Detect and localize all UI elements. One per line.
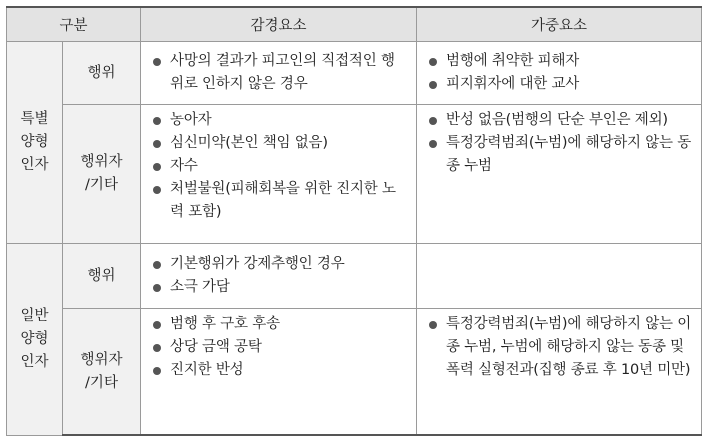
mitigating-cell xyxy=(141,309,417,436)
row-label-line: 행위 xyxy=(87,64,116,81)
bullet-icon xyxy=(429,321,437,329)
bullet-icon xyxy=(429,81,437,89)
group-label-line: 인자 xyxy=(20,157,49,173)
table-row xyxy=(7,105,702,244)
bullet-icon xyxy=(429,58,437,66)
bullet-icon xyxy=(429,140,437,148)
group-label-line: 양형 xyxy=(20,134,49,150)
row-label-act xyxy=(63,244,141,309)
aggravating-cell xyxy=(417,42,702,105)
list-item: 특정강력범죄(누범)에 해당하지 않는 이종 누범, 누범에 해당하지 않는 동종 및 폭력 실형전과(집행 종료 후 10년 미만) xyxy=(429,313,693,382)
table-row xyxy=(7,42,702,105)
mitigating-cell xyxy=(141,105,417,244)
group-label-line: 인자 xyxy=(20,353,49,370)
group-label-line: 일반 xyxy=(20,307,49,324)
row-label-line: /기타 xyxy=(85,374,118,391)
list-item: 범행에 취약한 피해자 xyxy=(429,50,693,73)
list-item: 범행 후 구호 후송 xyxy=(153,313,408,336)
header-mitigating: 감경요소 xyxy=(141,7,417,42)
list-item: 자수 xyxy=(153,155,408,178)
bullet-icon xyxy=(153,261,161,269)
bullet-icon xyxy=(153,117,161,125)
list-item: 특정강력범죄(누범)에 해당하지 않는 동종 누범 xyxy=(429,132,693,178)
row-label-line: 행위자 xyxy=(80,154,123,170)
list-item: 상당 금액 공탁 xyxy=(153,336,408,359)
bullet-icon xyxy=(429,117,437,125)
bullet-icon xyxy=(153,140,161,148)
row-label-line: /기타 xyxy=(85,177,118,193)
mitigating-cell xyxy=(141,42,417,105)
list-item: 처벌불원(피해회복을 위한 진지한 노력 포함) xyxy=(153,178,408,224)
aggravating-cell-empty xyxy=(417,244,702,309)
group-label-line: 양형 xyxy=(20,330,49,347)
bullet-icon xyxy=(153,367,161,375)
list-item: 피지휘자에 대한 교사 xyxy=(429,73,693,96)
bullet-icon xyxy=(153,58,161,66)
bullet-icon xyxy=(153,163,161,171)
list-item: 기본행위가 강제추행인 경우 xyxy=(153,253,408,276)
header-aggravating: 가중요소 xyxy=(417,7,702,42)
list-item: 심신미약(본인 책임 없음) xyxy=(153,132,408,155)
sentencing-factors-table xyxy=(6,6,702,436)
bullet-icon xyxy=(153,344,161,352)
header-category: 구분 xyxy=(7,7,141,42)
group-label-special xyxy=(7,42,63,244)
row-label-line: 행위자 xyxy=(80,351,123,368)
list-item: 반성 없음(범행의 단순 부인은 제외) xyxy=(429,109,693,132)
group-label-general xyxy=(7,244,63,436)
list-item: 농아자 xyxy=(153,109,408,132)
bullet-icon xyxy=(153,284,161,292)
list-item: 진지한 반성 xyxy=(153,359,408,382)
list-item: 소극 가담 xyxy=(153,276,408,299)
row-label-actor-other xyxy=(63,105,141,244)
aggravating-cell xyxy=(417,309,702,436)
bullet-icon xyxy=(153,321,161,329)
list-item: 사망의 결과가 피고인의 직접적인 행위로 인하지 않은 경우 xyxy=(153,50,408,96)
row-label-act xyxy=(63,42,141,105)
row-label-actor-other xyxy=(63,309,141,436)
row-label-line: 행위 xyxy=(87,267,116,284)
group-label-line: 특별 xyxy=(20,111,49,127)
aggravating-cell xyxy=(417,105,702,244)
header-row xyxy=(7,7,702,42)
table-row xyxy=(7,309,702,436)
bullet-icon xyxy=(153,186,161,194)
mitigating-cell xyxy=(141,244,417,309)
table-row xyxy=(7,244,702,309)
